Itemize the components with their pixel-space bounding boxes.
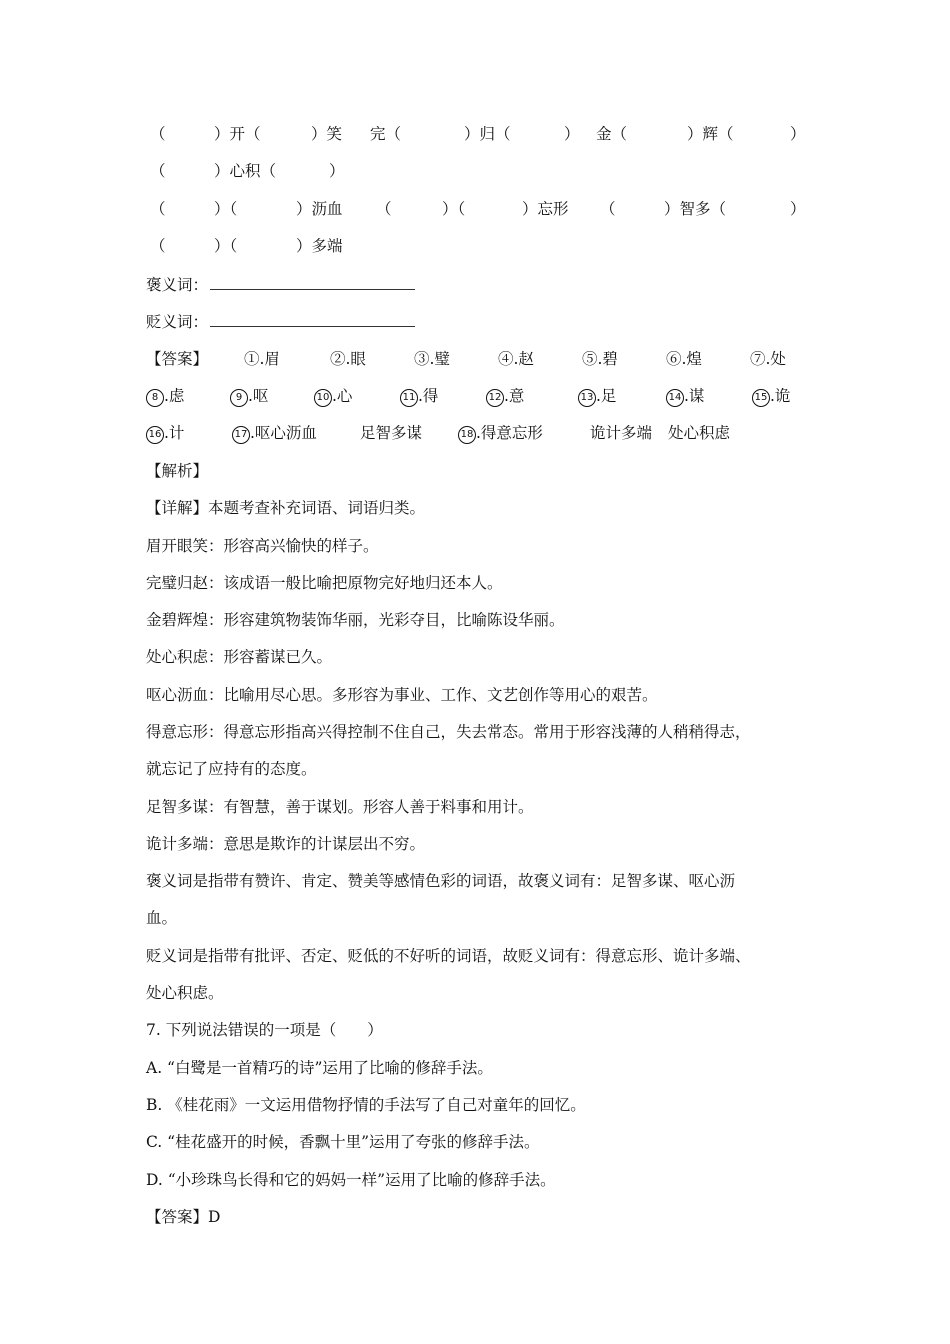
derogatory-label: 贬义词： <box>146 313 209 331</box>
fill-segment: （ <box>600 200 616 218</box>
option-c: C. “桂花盛开的时候，香飘十里”运用了夸张的修辞手法。 <box>146 1133 540 1151</box>
fill-segment: ） <box>790 125 806 143</box>
answer-label: 【答案】 <box>146 350 209 368</box>
fill-segment: ）智多（ <box>664 200 727 218</box>
analysis-paragraph: 得意忘形：得意忘形指高兴得控制不住自己，失去常态。常用于形容浅薄的人稍稍得志， <box>146 723 751 741</box>
answer-number: 9 <box>230 389 248 407</box>
analysis-label: 【解析】 <box>146 462 209 480</box>
answer-item: 18 .得意忘形 <box>458 421 543 445</box>
fill-segment: ）归（ <box>464 125 511 143</box>
answer-item: ⑥.煌 <box>666 350 702 368</box>
derogatory-blank <box>210 311 415 327</box>
commendatory-label: 褒义词： <box>146 276 209 294</box>
answer-number: 11 <box>400 389 418 407</box>
answer-number: 8 <box>146 389 164 407</box>
analysis-paragraph: 血。 <box>146 909 178 927</box>
analysis-paragraph: 金碧辉煌：形容建筑物装饰华丽，光彩夺目，比喻陈设华丽。 <box>146 611 565 629</box>
answer-item: 10 .心 <box>314 384 352 408</box>
answer-item: ①.眉 <box>244 350 280 368</box>
answer-number: 16 <box>146 426 164 444</box>
analysis-paragraph: 处心积虑。 <box>146 984 224 1002</box>
fill-segment: ）开（ <box>214 125 261 143</box>
fill-segment: ）忘形 <box>522 200 569 218</box>
answer-item: 14 .谋 <box>666 384 704 408</box>
option-a: A. “白鹭是一首精巧的诗”运用了比喻的修辞手法。 <box>146 1059 493 1077</box>
commendatory-line <box>146 273 816 297</box>
answer-item: 15 .诡 <box>752 384 790 408</box>
answer-item: 16 .计 <box>146 421 184 445</box>
analysis-paragraph: 足智多谋：有智慧，善于谋划。形容人善于料事和用计。 <box>146 798 534 816</box>
fill-segment: （ <box>150 237 166 255</box>
answer-item: 9 .呕 <box>230 384 268 408</box>
fill-segment: 金（ <box>596 125 628 143</box>
answer-item: ⑤.碧 <box>582 350 618 368</box>
analysis-paragraph: 褒义词是指带有赞许、肯定、赞美等感情色彩的词语，故褒义词有：足智多谋、呕心沥 <box>146 872 736 890</box>
answer-item: 足智多谋 <box>360 424 423 442</box>
answer-number: 10 <box>314 389 332 407</box>
analysis-paragraph: 就忘记了应持有的态度。 <box>146 760 317 778</box>
fill-segment: ）笑 <box>311 125 343 143</box>
answer-item: 11 .得 <box>400 384 438 408</box>
fill-segment: ） <box>329 162 345 180</box>
answers-row-2 <box>146 384 816 408</box>
fill-segment: （ <box>150 200 166 218</box>
answer-item: 处心积虑 <box>668 424 731 442</box>
answer-number: 12 <box>486 389 504 407</box>
fill-segment: ）多端 <box>296 237 343 255</box>
derogatory-line <box>146 310 816 334</box>
analysis-paragraph: 处心积虑：形容蓄谋已久。 <box>146 648 333 666</box>
answer-item: 17 .呕心沥血 <box>232 421 317 445</box>
answer-item: 13 .足 <box>578 384 616 408</box>
answer-number: 13 <box>578 389 596 407</box>
answer-item: ⑦.处 <box>750 350 786 368</box>
fill-row-1 <box>146 122 816 146</box>
fill-segment: ）辉（ <box>687 125 734 143</box>
analysis-paragraph: 诡计多端：意思是欺诈的计谋层出不穷。 <box>146 835 426 853</box>
analysis-paragraph: 眉开眼笑：形容高兴愉快的样子。 <box>146 537 379 555</box>
final-answer: 【答案】D <box>146 1208 221 1226</box>
analysis-paragraph: 贬义词是指带有批评、否定、贬低的不好听的词语，故贬义词有：得意忘形、诡计多端、 <box>146 947 751 965</box>
fill-row-4 <box>146 234 816 258</box>
answers-row-3 <box>146 421 816 445</box>
answer-number: 18 <box>458 426 476 444</box>
analysis-paragraph: 完璧归赵：该成语一般比喻把原物完好地归还本人。 <box>146 574 503 592</box>
analysis-paragraph: 【详解】本题考查补充词语、词语归类。 <box>146 499 426 517</box>
fill-segment: ）（ <box>214 237 238 255</box>
question-7: 7. 下列说法错误的一项是（ ） <box>146 1021 383 1039</box>
fill-segment: ）心积（ <box>214 162 277 180</box>
fill-segment: ） <box>790 200 806 218</box>
answers-row-1 <box>146 347 816 371</box>
fill-row-2 <box>146 159 816 183</box>
option-d: D. “小珍珠鸟长得和它的妈妈一样”运用了比喻的修辞手法。 <box>146 1171 556 1189</box>
fill-segment: ）沥血 <box>296 200 343 218</box>
analysis-paragraph: 呕心沥血：比喻用尽心思。多形容为事业、工作、文艺创作等用心的艰苦。 <box>146 686 658 704</box>
answer-item: ④.赵 <box>498 350 534 368</box>
fill-segment: ） <box>564 125 580 143</box>
answer-number: 15 <box>752 389 770 407</box>
fill-segment: （ <box>376 200 392 218</box>
answer-item: 12 .意 <box>486 384 524 408</box>
fill-segment: ）（ <box>214 200 238 218</box>
answer-number: 14 <box>666 389 684 407</box>
answer-item: 诡计多端 <box>590 424 653 442</box>
commendatory-blank <box>210 274 415 290</box>
fill-segment: （ <box>150 125 166 143</box>
option-b: B. 《桂花雨》一文运用借物抒情的手法写了自己对童年的回忆。 <box>146 1096 586 1114</box>
answer-item: ②.眼 <box>330 350 366 368</box>
answer-item: 8 .虑 <box>146 384 184 408</box>
answer-item: ③.璧 <box>414 350 450 368</box>
fill-segment: 完（ <box>370 125 402 143</box>
fill-segment: ）（ <box>442 200 466 218</box>
answer-number: 17 <box>232 426 250 444</box>
fill-row-3 <box>146 197 816 221</box>
fill-segment: （ <box>150 162 166 180</box>
